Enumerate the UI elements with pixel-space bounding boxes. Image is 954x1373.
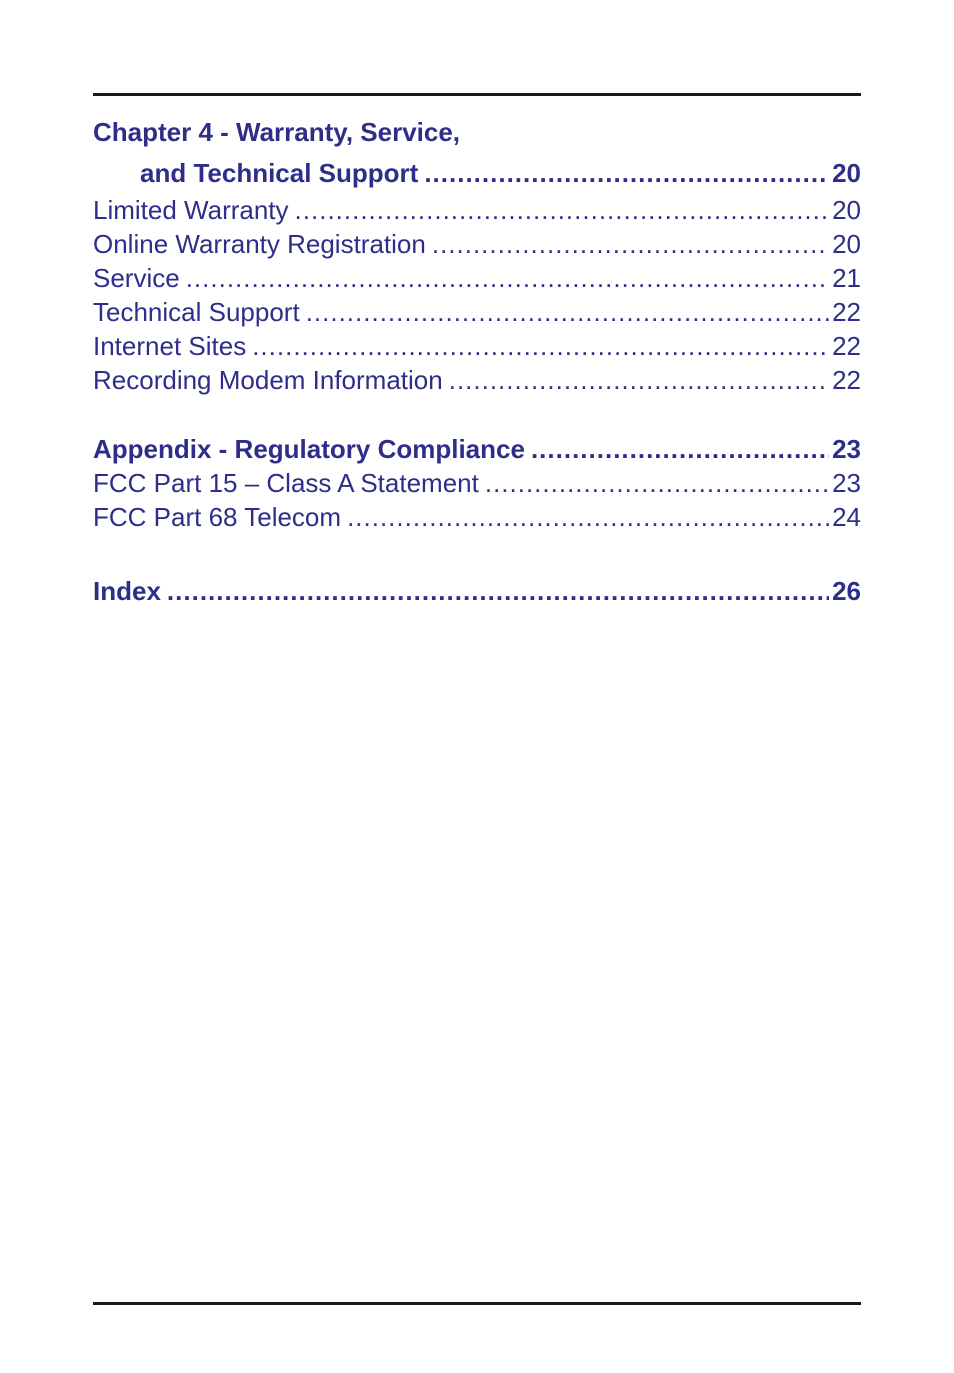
chapter-4-heading-entry[interactable] — [93, 158, 861, 188]
dot-leader — [424, 158, 829, 188]
toc-entry-limited-warranty[interactable] — [93, 195, 861, 225]
appendix-heading: Appendix - Regulatory Compliance — [93, 434, 525, 464]
toc-entry-title: FCC Part 15 – Class A Statement — [93, 468, 479, 498]
index-heading: Index — [93, 576, 161, 606]
page-number: 23 — [832, 434, 861, 464]
toc-entry-title: Internet Sites — [93, 331, 247, 361]
page-number: 20 — [832, 229, 861, 259]
toc-entry-title: Technical Support — [93, 297, 300, 327]
dot-leader — [432, 229, 829, 259]
toc-entry-title: Online Warranty Registration — [93, 229, 426, 259]
dot-leader — [167, 576, 829, 606]
toc-entry-title: Recording Modem Information — [93, 365, 443, 395]
page-number: 22 — [832, 365, 861, 395]
toc-entry-recording-modem-information[interactable] — [93, 365, 861, 395]
page-number: 22 — [832, 297, 861, 327]
page-number: 23 — [832, 468, 861, 498]
dot-leader — [347, 502, 829, 532]
dot-leader — [252, 331, 829, 361]
toc-entry-fcc-part-68[interactable] — [93, 502, 861, 532]
dot-leader — [531, 434, 829, 464]
dot-leader — [186, 263, 829, 293]
toc-entry-title: Limited Warranty — [93, 195, 289, 225]
toc-entry-service[interactable] — [93, 263, 861, 293]
page-number: 24 — [832, 502, 861, 532]
index-heading-entry[interactable] — [93, 576, 861, 606]
toc-entry-title: FCC Part 68 Telecom — [93, 502, 342, 532]
bottom-rule — [93, 1302, 861, 1305]
top-rule — [93, 93, 861, 96]
chapter-4-heading-line2: and Technical Support — [140, 158, 419, 188]
toc-entry-fcc-part-15[interactable] — [93, 468, 861, 498]
dot-leader — [485, 468, 829, 498]
page-number: 26 — [832, 576, 861, 606]
page-number: 20 — [832, 195, 861, 225]
toc-entry-technical-support[interactable] — [93, 297, 861, 327]
page-number: 20 — [832, 158, 861, 188]
toc-entry-online-warranty-registration[interactable] — [93, 229, 861, 259]
page-number: 21 — [832, 263, 861, 293]
toc-entry-internet-sites[interactable] — [93, 331, 861, 361]
page-number: 22 — [832, 331, 861, 361]
appendix-heading-entry[interactable] — [93, 434, 861, 464]
toc-entry-title: Service — [93, 263, 180, 293]
dot-leader — [306, 297, 829, 327]
dot-leader — [295, 195, 830, 225]
chapter-4-heading-line1[interactable]: Chapter 4 - Warranty, Service, — [93, 117, 461, 147]
dot-leader — [449, 365, 829, 395]
